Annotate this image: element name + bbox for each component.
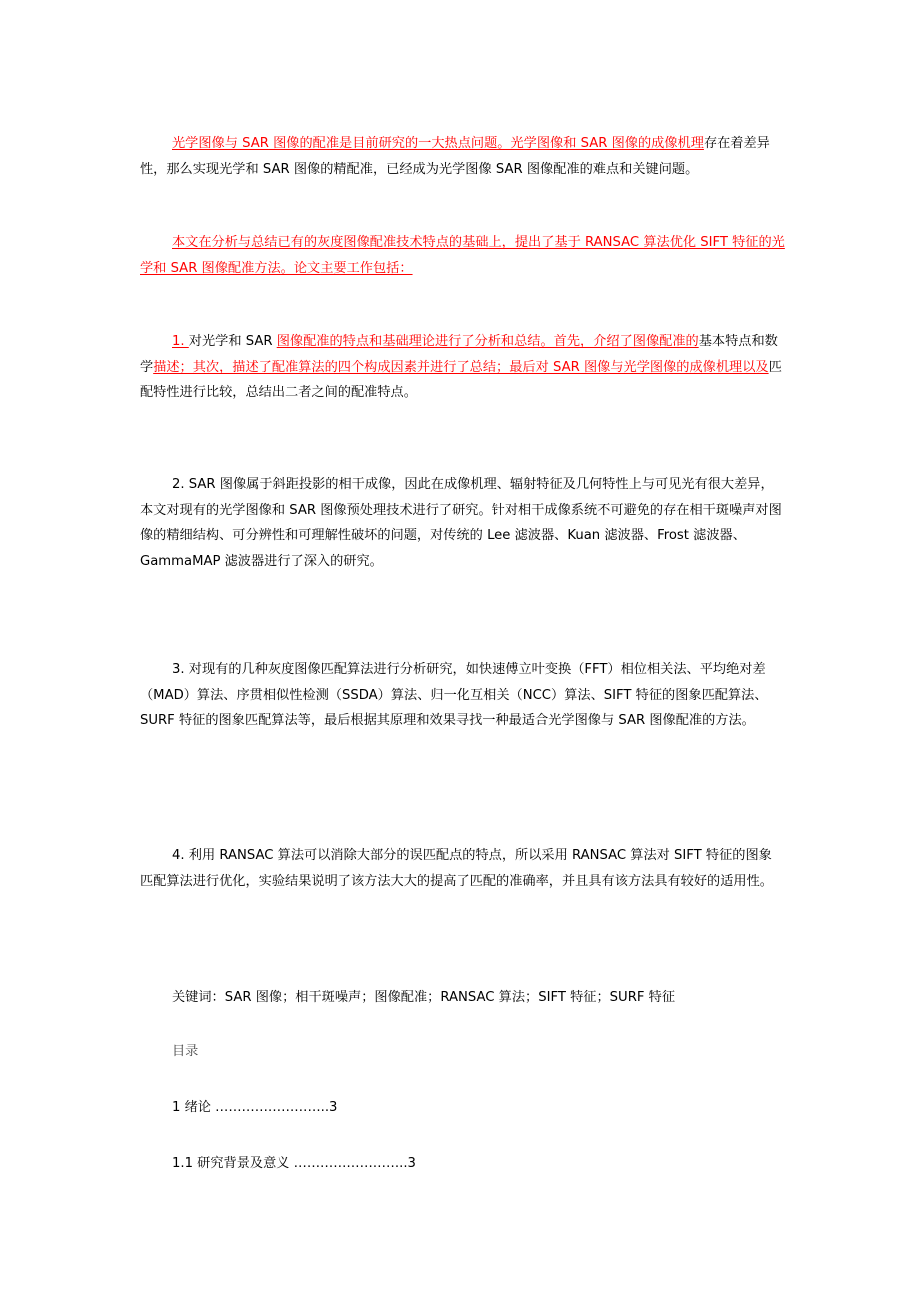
highlighted-text: 图像配准的特点和基础理论进行了分析和总结。首先，介绍了图像配准的 — [276, 334, 699, 349]
toc-title: 目录 — [172, 1044, 199, 1059]
paragraph-item-1 — [140, 329, 785, 406]
highlighted-text: 本文在分析与总结已有的灰度图像配准技术特点的基础上，提出了基于 RANSAC 算法优化 SIFT 特征的光学和 SAR 图像配准方法。论文主要工作包括： — [140, 235, 785, 276]
highlighted-text: 1. — [172, 334, 189, 349]
body-text: 对光学和 SAR — [188, 334, 277, 349]
body-text: 匹配特性进行比较，总结出二者之间的配准特点。 — [140, 359, 782, 401]
toc-item[interactable]: 1 绪论 ……………………..3 — [172, 1100, 338, 1115]
body-text: 存在着差异性，那么实现光学和 SAR 图像的精配准，已经成为光学图像 SAR 图像配准的难点和关键问题。 — [140, 136, 770, 177]
body-text: 基本特点和数学 — [140, 334, 778, 375]
highlighted-text: 光学图像与 SAR 图像的配准是目前研究的一大热点问题。光学图像和 SAR 图像的成像机理 — [172, 136, 704, 151]
paragraph-item-4: 4. 利用 RANSAC 算法可以消除大部分的误匹配点的特点，所以采用 RANSAC 算法对 SIFT 特征的图象匹配算法进行优化，实验结果说明了该方法大大的提高了匹配的准确率，并且具有该方法具有较好的适用性。 — [140, 848, 773, 889]
toc-item[interactable]: 1.1 研究背景及意义 ……………………..3 — [172, 1156, 416, 1171]
paragraph-intro — [140, 131, 785, 182]
paragraph-item-2: 2. SAR 图像属于斜距投影的相干成像，因此在成像机理、辐射特征及几何特性上与可见光有很大差异，本文对现有的光学图像和 SAR 图像预处理技术进行了研究。针对相干成像系统不可避免的存在相干斑噪声对图像的精细结构、可分辨性和可理解性破坏的问题，对传统的 Lee 滤波器、Kuan 滤波器、Frost 滤波器、GammaMAP 滤波器进行了深入的研究。 — [140, 477, 782, 569]
highlighted-text: 描述；其次，描述了配准算法的四个构成因素并进行了总结；最后对 SAR 图像与光学图像的成像机理以及 — [153, 359, 769, 375]
keywords: 关键词：SAR 图像；相干斑噪声；图像配准；RANSAC 算法；SIFT 特征；SURF 特征 — [172, 990, 676, 1005]
paragraph-item-3: 3. 对现有的几种灰度图像匹配算法进行分析研究，如快速傅立叶变换（FFT）相位相关法、平均绝对差（MAD）算法、序贯相似性检测（SSDA）算法、归一化互相关（NCC）算法、SIFT 特征的图象匹配算法、SURF 特征的图象匹配算法等，最后根据其原理和效果寻找一种最适合光学图像与 SAR 图像配准的方法。 — [140, 662, 768, 729]
paragraph-summary — [140, 230, 785, 281]
